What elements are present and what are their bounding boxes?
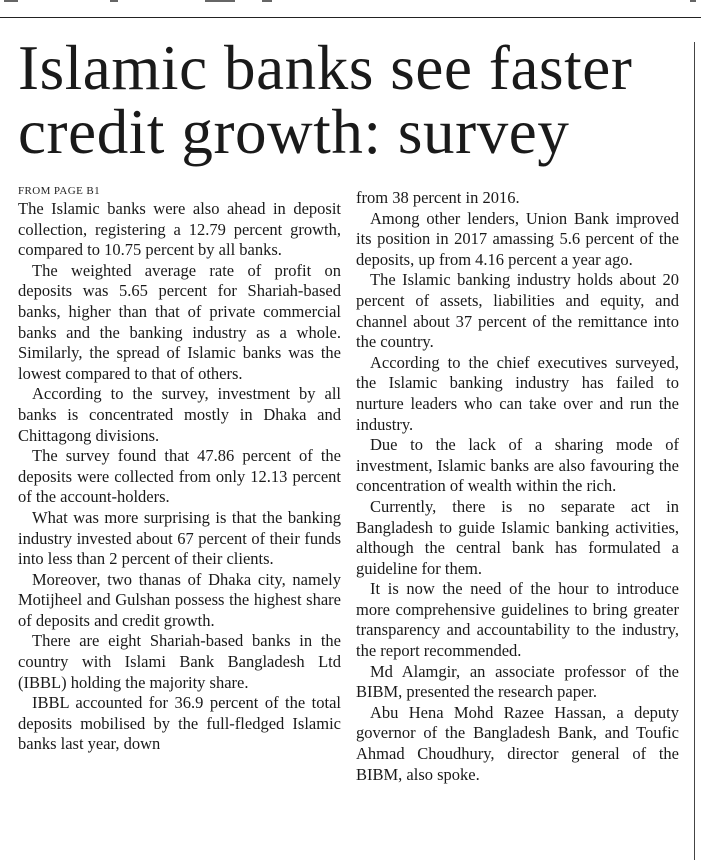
paragraph: The Islamic banking industry holds about 20 percent of assets, liabilities and equity, and channel about 37 percent of the remittance into the country.	[356, 270, 679, 352]
paragraph: Moreover, two thanas of Dhaka city, namely Motijheel and Gulshan possess the highest share of deposits and credit growth.	[18, 569, 341, 630]
paragraph: According to the chief executives surveyed, the Islamic banking industry has failed to nurture leaders who can take over and run the industry.	[356, 352, 679, 434]
paragraph-continuation: from 38 percent in 2016.	[356, 188, 520, 207]
paragraph: IBBL accounted for 36.9 percent of the total deposits mobilised by the full-fledged Islamic banks last year, down	[18, 693, 341, 754]
left-column	[18, 184, 341, 755]
paragraph: It is now the need of the hour to introduce more comprehensive guidelines to bring greater transparency and accountability to the industry, the report recommended.	[356, 579, 679, 661]
paragraph: The weighted average rate of profit on deposits was 5.65 percent for Shariah-based banks, higher than that of private commercial banks and the banking industry as a whole. Similarly, the spread of Islamic banks was the lowest compared to that of others.	[18, 260, 341, 383]
paragraph: Abu Hena Mohd Razee Hassan, a deputy governor of the Bangladesh Bank, and Toufic Ahmad Choudhury, director general of the BIBM, also spoke.	[356, 702, 679, 784]
clipped-previous-text	[0, 0, 701, 6]
paragraph: Due to the lack of a sharing mode of investment, Islamic banks are also favouring the concentration of wealth within the rich.	[356, 435, 679, 496]
top-divider	[0, 17, 701, 18]
paragraph: Md Alamgir, an associate professor of the BIBM, presented the research paper.	[356, 661, 679, 702]
paragraph: The survey found that 47.86 percent of the deposits were collected from only 12.13 percent of the account-holders.	[18, 446, 341, 507]
column-divider-right	[694, 42, 695, 860]
headline: Islamic banks see faster credit growth: survey	[18, 33, 633, 167]
right-column	[356, 188, 679, 785]
paragraph: Among other lenders, Union Bank improved its position in 2017 amassing 5.6 percent of the deposits, up from 4.16 percent a year ago.	[356, 208, 679, 269]
paragraph: There are eight Shariah-based banks in the country with Islami Bank Bangladesh Ltd (IBBL) holding the majority share.	[18, 631, 341, 692]
paragraph: What was more surprising is that the banking industry invested about 67 percent of their funds into less than 2 percent of their clients.	[18, 507, 341, 569]
paragraph: According to the survey, investment by all banks is concentrated mostly in Dhaka and Chittagong divisions.	[18, 384, 341, 445]
paragraph: Currently, there is no separate act in Bangladesh to guide Islamic banking activities, although the central bank has formulated a guideline for them.	[356, 496, 679, 578]
jump-label: FROM PAGE B1	[18, 185, 101, 197]
paragraph: The Islamic banks were also ahead in deposit collection, registering a 12.79 percent growth, compared to 10.75 percent by all banks.	[18, 199, 341, 260]
